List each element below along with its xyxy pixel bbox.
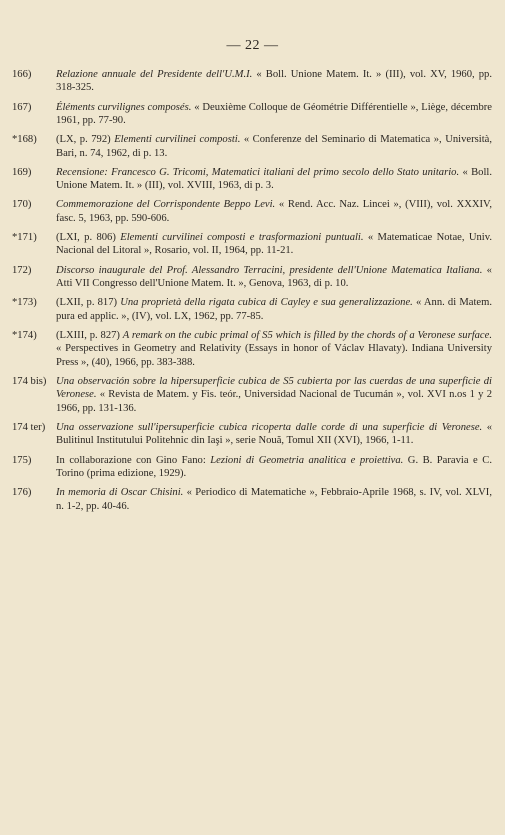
entry-title: Elementi curvilinei composti e trasformazioni puntuali. bbox=[120, 232, 364, 244]
entry-number: 166) bbox=[12, 69, 32, 80]
entry-source: « Revista de Matem. y Fis. teór., Universidad Nacional de Tucumán », vol. XVI n.os 1 y 2 1966, pp. 131-136. bbox=[56, 389, 492, 414]
entry-number: 175) bbox=[12, 454, 32, 466]
entry-title: Relazione annuale del Presidente dell'U.M.I. bbox=[56, 69, 253, 80]
entry-source: G. B. Paravia e C. Torino (prima edizione, 1929). bbox=[56, 454, 492, 479]
entry-title: Commemorazione del Corrispondente Beppo Levi. bbox=[56, 199, 276, 211]
bib-entry bbox=[12, 296, 492, 323]
entry-number: 170) bbox=[12, 199, 32, 211]
bib-entry bbox=[12, 101, 492, 128]
bib-entry bbox=[12, 264, 492, 291]
entry-number: 172) bbox=[12, 264, 32, 276]
entry-prefix: (LX, p. 792) bbox=[56, 134, 115, 146]
bib-entry bbox=[12, 486, 492, 513]
entry-number: 169) bbox=[12, 166, 32, 178]
entry-number: *173) bbox=[12, 297, 37, 309]
entry-title: Lezioni di Geometria analitica e proiettiva. bbox=[210, 454, 404, 466]
bib-entry bbox=[12, 198, 492, 225]
entry-number: 174 bis) bbox=[12, 375, 47, 387]
entry-title: Elementi curvilinei composti. bbox=[114, 134, 241, 146]
entry-prefix: (LXII, p. 817) bbox=[56, 297, 121, 309]
bibliography-list bbox=[12, 68, 492, 519]
entry-title: In memoria di Oscar Chisini. bbox=[56, 487, 184, 499]
entry-source: « Conferenze del Seminario di Matematica », Università, Bari, n. 74, 1962, di p. 13. bbox=[56, 134, 492, 159]
entry-title: Una osservazione sull'ipersuperficie cubica ricoperta dalle corde di una superficie di Veronese. bbox=[56, 421, 483, 433]
bib-entry bbox=[12, 454, 492, 481]
entry-title: Recensione: Francesco G. Tricomi, Matematici italiani del primo secolo dello Stato unitario. bbox=[56, 166, 460, 178]
entry-prefix: (LXIII, p. 827) bbox=[56, 329, 123, 341]
entry-title: A remark on the cubic primal of S5 which is filled by the chords of a Veronese surface. bbox=[122, 329, 492, 341]
bib-entry bbox=[12, 231, 492, 258]
bib-entry bbox=[12, 68, 492, 95]
entry-source: « Perspectives in Geometry and Relativity (Essays in honor of Václav Hlavaty). Indiana University Press », (40), 1966, pp. 383-388. bbox=[56, 343, 492, 368]
entry-number: 176) bbox=[12, 487, 32, 499]
entry-source: « Boll. Unione Matem. It. » (III), vol. XV, 1960, pp. 318-325. bbox=[56, 69, 492, 94]
bib-entry bbox=[12, 133, 492, 160]
entry-number: *171) bbox=[12, 232, 37, 244]
entry-title: Éléments curvilignes composés. bbox=[56, 101, 192, 113]
bib-entry bbox=[12, 166, 492, 193]
entry-source: « Periodico di Matematiche », Febbraio-Aprile 1968, s. IV, vol. XLVI, n. 1-2, pp. 40-46. bbox=[56, 487, 492, 512]
entry-source: « Atti VII Congresso dell'Unione Matem. It. », Genova, 1963, di p. 10. bbox=[56, 264, 492, 290]
entry-prefix: (LXI, p. 806) bbox=[56, 232, 121, 244]
entry-source: « Ann. di Matem. pura ed applic. », (IV), vol. LX, 1962, pp. 77-85. bbox=[56, 297, 492, 322]
entry-prefix: In collaborazione con Gino Fano: bbox=[56, 454, 211, 466]
bib-entry bbox=[12, 329, 492, 369]
bib-entry bbox=[12, 421, 492, 448]
entry-number: 167) bbox=[12, 101, 32, 113]
entry-title: Discorso inaugurale del Prof. Alessandro Terracini, presidente dell'Unione Matematica Italiana. bbox=[56, 264, 483, 276]
entry-title: Una observación sobre la hipersuperficie cubica de S5 cubierta por las cuerdas de una superficie di Veronese. bbox=[56, 375, 492, 401]
bib-entry bbox=[12, 375, 492, 415]
entry-source: « Bulitinul Institutului Politehnic din Iaşi », serie Nouă, Tomul XII (XVI), 1966, 1-11. bbox=[56, 421, 492, 447]
page-number: — 22 — bbox=[226, 38, 279, 53]
entry-source: « Rend. Acc. Naz. Lincei », (VIII), vol. XXXIV, fasc. 5, 1963, pp. 590-606. bbox=[56, 199, 492, 224]
entry-title: Una proprietà della rigata cubica di Cayley e sua generalizzazione. bbox=[120, 297, 413, 309]
entry-source: « Matematicae Notae, Univ. Nacional del Litoral », Rosario, vol. II, 1964, pp. 11-21. bbox=[56, 232, 493, 257]
entry-source: « Boll. Unione Matem. It. » (III), vol. XVIII, 1963, di p. 3. bbox=[56, 166, 492, 192]
entry-number: *168) bbox=[12, 134, 37, 146]
entry-number: 174 ter) bbox=[12, 421, 46, 433]
entry-source: « Deuxième Colloque de Géométrie Différentielle », Liège, décembre 1961, pp. 77-90. bbox=[56, 101, 492, 127]
entry-number: *174) bbox=[12, 329, 37, 341]
